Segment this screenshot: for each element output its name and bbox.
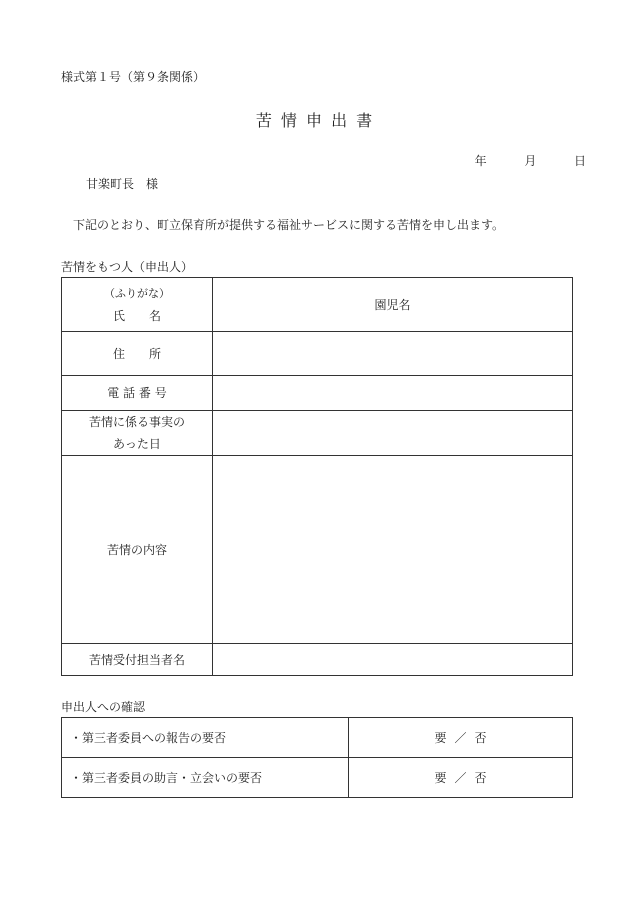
name-label-cell <box>62 278 213 332</box>
receiver-input-cell[interactable] <box>213 644 573 676</box>
choice-no[interactable]: 否 <box>474 771 487 785</box>
address-row <box>62 332 573 376</box>
name-input-cell[interactable] <box>213 278 573 332</box>
date-of-fact-label-line1: 苦情に係る事実の <box>88 415 185 429</box>
furigana-label: （ふりがな） <box>104 286 170 300</box>
confirm-row <box>62 718 573 758</box>
phone-row <box>62 376 573 411</box>
date-day: 日 <box>573 154 586 168</box>
applicant-table <box>61 277 573 676</box>
confirmation-section-heading: 申出人への確認 <box>61 700 146 714</box>
date-of-fact-label-cell <box>62 411 213 456</box>
name-row <box>62 278 573 332</box>
form-number: 様式第１号（第９条関係） <box>61 70 206 84</box>
address-input-cell[interactable] <box>213 332 573 376</box>
name-label: 氏 名 <box>112 308 161 323</box>
intro-text: 下記のとおり、町立保育所が提供する福祉サービスに関する苦情を申し出ます。 <box>73 218 505 232</box>
confirm-row <box>62 758 573 798</box>
date-of-fact-row <box>62 411 573 456</box>
date-year: 年 <box>474 154 487 168</box>
content-label: 苦情の内容 <box>62 456 213 644</box>
confirm-choice-report[interactable] <box>349 718 573 758</box>
receiver-label: 苦情受付担当者名 <box>62 644 213 676</box>
address-label: 住 所 <box>62 332 213 376</box>
confirmation-table <box>61 717 573 798</box>
phone-label: 電 話 番 号 <box>62 376 213 411</box>
confirm-item-advice: ・第三者委員の助言・立会いの要否 <box>62 758 349 798</box>
phone-input-cell[interactable] <box>213 376 573 411</box>
applicant-section-heading: 苦情をもつ人（申出人） <box>61 260 194 274</box>
date-month: 月 <box>524 154 537 168</box>
choice-no[interactable]: 否 <box>474 731 487 745</box>
date-of-fact-input-cell[interactable] <box>213 411 573 456</box>
choice-slash: ／ <box>454 731 467 745</box>
content-input-cell[interactable] <box>213 456 573 644</box>
addressee: 甘楽町長 様 <box>86 177 159 191</box>
confirm-item-report: ・第三者委員への報告の要否 <box>62 718 349 758</box>
choice-yes[interactable]: 要 <box>434 731 447 745</box>
choice-yes[interactable]: 要 <box>434 771 447 785</box>
document-title: 苦 情 申 出 書 <box>255 111 375 130</box>
receiver-row <box>62 644 573 676</box>
date-line <box>475 152 586 169</box>
date-of-fact-label-line2: あった日 <box>113 437 161 451</box>
content-row <box>62 456 573 644</box>
choice-slash: ／ <box>454 771 467 785</box>
confirm-choice-advice[interactable] <box>349 758 573 798</box>
child-name-label: 園児名 <box>374 297 411 312</box>
